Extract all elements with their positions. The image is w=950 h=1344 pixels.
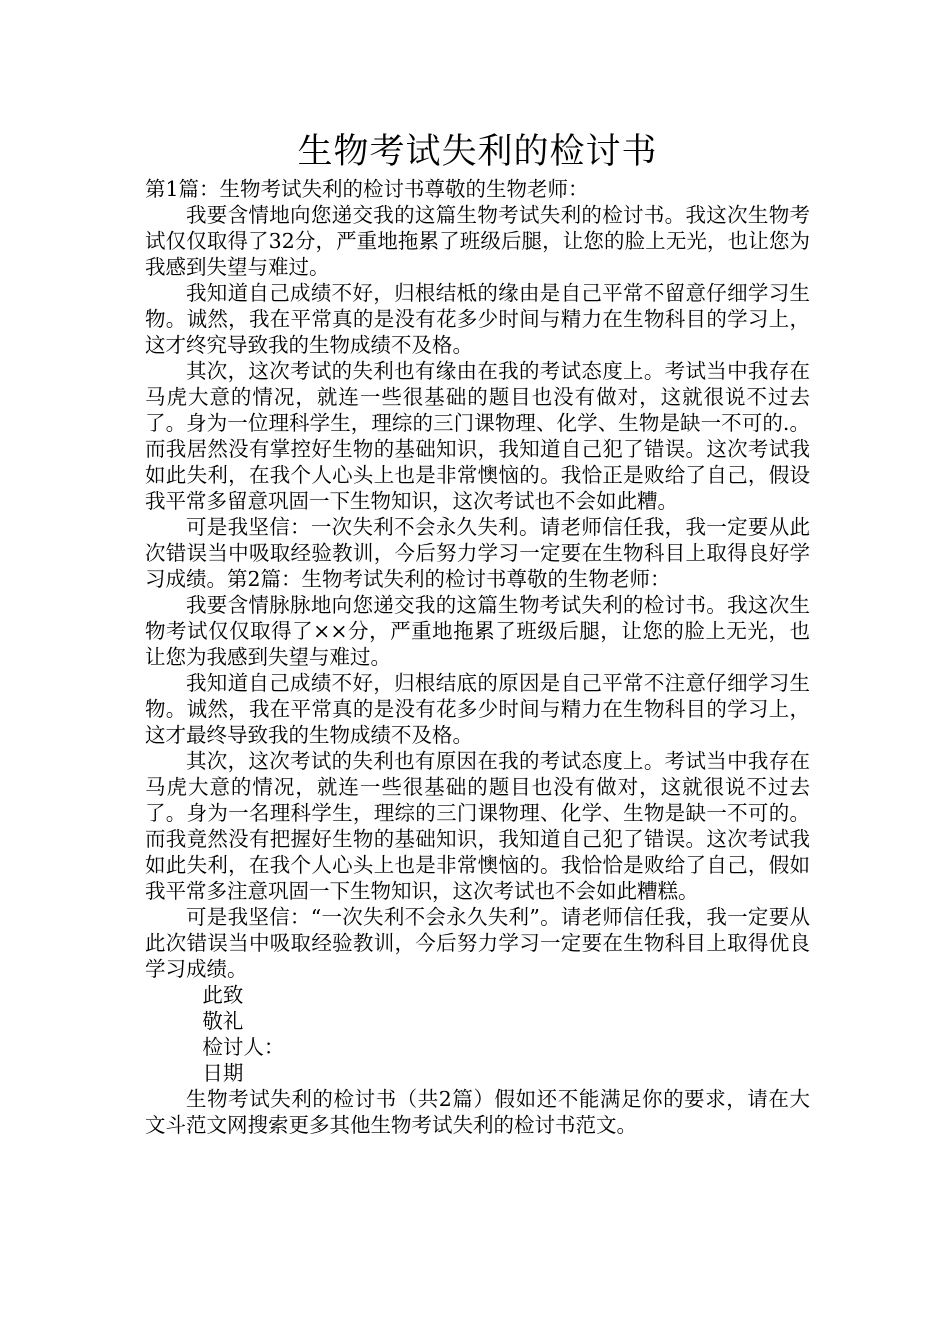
- paragraph-6: 我要含情脉脉地向您递交我的这篇生物考试失利的检讨书。我这次生物考试仅仅取得了××分，严重地拖累了班级后腿，让您的脸上无光，也让您为我感到失望与难过。: [145, 593, 810, 669]
- paragraph-7: 我知道自己成绩不好，归根结底的原因是自己平常不注意仔细学习生物。诚然，我在平常真的是没有花多少时间与精力在生物科目的学习上，这才最终导致我的生物成绩不及格。: [145, 671, 810, 747]
- paragraph-4: 其次，这次考试的失利也有缘由在我的考试态度上。考试当中我存在马虎大意的情况，就连一些很基础的题目也没有做对，这就很说不过去了。身为一位理科学生，理综的三门课物理、化学、生物是缺一不可的.。而我居然没有掌控好生物的基础知识，我知道自己犯了错误。这次考试我如此失利，在我个人心头上也是非常懊恼的。我恰正是败给了自己，假设我平常多留意巩固一下生物知识，这次考试也不会如此糟。: [145, 359, 810, 513]
- paragraph-5: 可是我坚信：一次失利不会永久失利。请老师信任我，我一定要从此次错误当中吸取经验教训，今后努力学习一定要在生物科目上取得良好学习成绩。第2篇：生物考试失利的检讨书尊敬的生物老师：: [145, 515, 810, 591]
- document-page: [145, 128, 810, 1138]
- closing-salutation: 此致: [202, 983, 244, 1007]
- closing-regards: 敬礼: [202, 1009, 244, 1033]
- paragraph-8: 其次，这次考试的失利也有原因在我的考试态度上。考试当中我存在马虎大意的情况，就连一些很基础的题目也没有做对，这就很说不过去了。身为一名理科学生，理综的三门课物理、化学、生物是缺一不可的。而我竟然没有把握好生物的基础知识，我知道自己犯了错误。这次考试我如此失利，在我个人心头上也是非常懊恼的。我恰恰是败给了自己，假如我平常多注意巩固一下生物知识，这次考试也不会如此糟糕。: [145, 749, 810, 903]
- paragraph-3: 我知道自己成绩不好，归根结柢的缘由是自己平常不留意仔细学习生物。诚然，我在平常真的是没有花多少时间与精力在生物科目的学习上，这才终究导致我的生物成绩不及格。: [145, 281, 810, 357]
- document-title: 生物考试失利的检讨书: [297, 132, 658, 172]
- footer-note: 生物考试失利的检讨书（共2篇）假如还不能满足你的要求，请在大文斗范文网搜索更多其他生物考试失利的检讨书范文。: [145, 1087, 810, 1137]
- paragraph-1: 第1篇：生物考试失利的检讨书尊敬的生物老师：: [145, 177, 589, 201]
- paragraph-9: 可是我坚信：“一次失利不会永久失利”。请老师信任我，我一定要从此次错误当中吸取经验教训，今后努力学习一定要在生物科目上取得优良学习成绩。: [145, 905, 810, 981]
- closing-author: 检讨人：: [202, 1035, 285, 1059]
- paragraph-2: 我要含情地向您递交我的这篇生物考试失利的检讨书。我这次生物考试仅仅取得了32分，严重地拖累了班级后腿，让您的脸上无光，也让您为我感到失望与难过。: [145, 203, 810, 279]
- closing-date: 日期: [202, 1061, 244, 1085]
